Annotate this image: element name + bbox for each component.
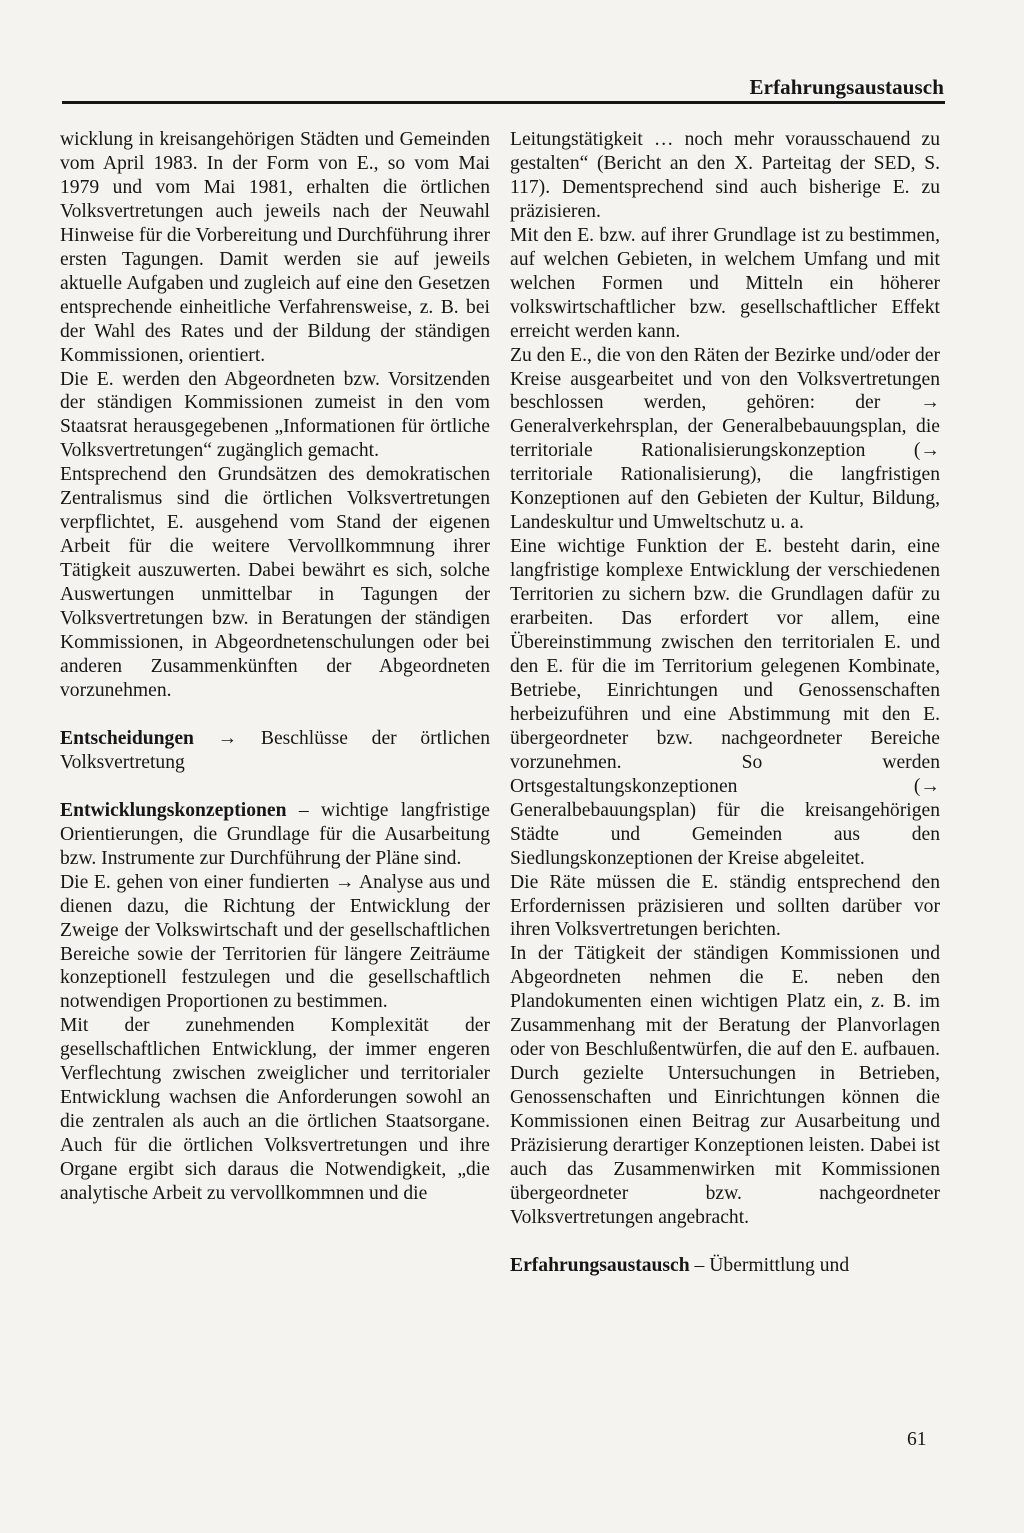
running-head: Erfahrungsaustausch [749,75,944,99]
paragraph: In der Tätigkeit der ständigen Kommissionen und Abgeordneten nehmen die E. neben den Plandokumenten einen wichtigen Platz ein, z. B. im Zusammenhang mit der Beratung der Planvorlagen oder von Beschlußentwürfen, die auf den E. aufbauen. Durch gezielte Untersuchungen in Betrieben, Genossenschaften und Einrichtungen können die Kommissionen einen Beitrag zur Ausarbeitung und Präzisierung derartiger Konzeptionen leisten. Dabei ist auch das Zusammenwirken mit Kommissionen übergeordneter bzw. nachgeordneter Volksvertretungen angebracht. [510,943,940,1228]
paragraph: Zu den E., die von den Räten der Bezirke und/oder der Kreise ausgearbeitet und von den Volksvertretungen beschlossen werden, gehören: der → Generalverkehrsplan, der Generalbebauungsplan, die territoriale Rationalisierungskonzeption (→ territoriale Rationalisierung), die langfristigen Konzeptionen auf den Gebieten der Kultur, Bildung, Landeskultur und Umweltschutz u. a. [510,344,940,534]
paragraph: Die Räte müssen die E. ständig entsprechend den Erfordernissen präzisieren und sollten darüber vor ihren Volksvertretungen berichten. [510,871,940,941]
entry-entwicklungskonzeptionen [60,799,490,871]
paragraph: Eine wichtige Funktion der E. besteht darin, eine langfristige komplexe Entwicklung der verschiedenen Territorien zu sichern bzw. die Grundlagen dafür zu erarbeiten. Das erfordert vor allem, eine Übereinstimmung zwischen den territorialen E. und den E. für die im Territorium gelegenen Kombinate, Betriebe, Einrichtungen und Genossenschaften herbeizuführen und eine Abstimmung mit den E. übergeordneter bzw. nachgeordneter Bereiche vorzunehmen. So werden Ortsgestaltungskonzeptionen (→ Generalbebauungsplan) für die kreisangehörigen Städte und Gemeinden aus den Siedlungskonzeptionen der Kreise abgeleitet. [510,536,940,869]
paragraph: Die E. gehen von einer fundierten → Analyse aus und dienen dazu, die Richtung der Entwicklung der Zweige der Volkswirtschaft und der gesellschaftlichen Bereiche sowie der Territorien für längere Zeiträume konzeptionell festzulegen und die gesellschaftlich notwendigen Proportionen zu bestimmen. [60,871,490,1013]
paragraph: Entsprechend den Grundsätzen des demokratischen Zentralismus sind die örtlichen Volksvertretungen verpflichtet, E. ausgehend vom Stand der eigenen Arbeit für die weitere Vervollkommnung ihrer Tätigkeit auszuwerten. Dabei bewährt es sich, solche Auswertungen unmittelbar in Tagungen der Volksvertretungen bzw. in Beratungen der ständigen Kommissionen, in Abgeordnetenschulungen oder bei anderen Zusammenkünften der Abgeordneten vorzunehmen. [60,464,490,701]
right-column [510,128,940,1278]
paragraph: Mit der zunehmenden Komplexität der gesellschaftlichen Entwicklung, der immer engeren Verflechtung zwischen zweiglicher und territorialer Entwicklung wachsen die Anforderungen sowohl an die zentralen als auch an die örtlichen Staatsorgane. Auch für die örtlichen Volksvertretungen und ihre Organe ergibt sich daraus die Notwendigkeit, „die analytische Arbeit zu vervollkommnen und die [60,1015,490,1205]
entry-erfahrungsaustausch [510,1254,940,1278]
entry-text: – Übermittlung und [689,1254,850,1276]
entry-entscheidungen [60,727,490,775]
entry-term: Erfahrungsaustausch [510,1254,690,1276]
paragraph: wicklung in kreisangehörigen Städten und Gemeinden vom April 1983. In der Form von E., so vom Mai 1979 und vom Mai 1981, erhalten die örtlichen Volksvertretungen auch jeweils nach der Neuwahl Hinweise für die Vorbereitung und Durchführung ihrer ersten Tagungen. Damit werden sie auf jeweils aktuelle Aufgaben und zugleich auf eine den Gesetzen entsprechende einheitliche Verfahrensweise, z. B. bei der Wahl des Rates und der Bildung der ständigen Kommissionen, orientiert. [60,129,490,366]
entry-term: Entwicklungskonzeptionen [60,799,287,821]
left-column [60,128,490,1206]
entry-term: Entscheidungen [60,727,194,749]
header-rule [62,101,945,104]
entry-text: – wichtige langfristige Orientierungen, die Grundlage für die Ausarbeitung bzw. Instrumente zur Durchführung der Pläne sind. [60,799,490,869]
paragraph: Leitungstätigkeit … noch mehr vorausschauend zu gestalten“ (Bericht an den X. Parteitag der SED, S. 117). Dementsprechend sind auch bisherige E. zu präzisieren. [510,129,940,222]
paragraph: Mit den E. bzw. auf ihrer Grundlage ist zu bestimmen, auf welchen Gebieten, in welchem Umfang und mit welchen Formen und Mitteln ein höherer volkswirtschaftlicher bzw. gesellschaftlicher Effekt erreicht werden kann. [510,224,940,342]
paragraph: Die E. werden den Abgeordneten bzw. Vorsitzenden der ständigen Kommissionen zumeist in den vom Staatsrat herausgegebenen „Informationen für örtliche Volksvertretungen“ zugänglich gemacht. [60,368,490,462]
page-number: 61 [907,1429,927,1450]
entry-text: → Beschlüsse der örtlichen Volksvertretung [60,727,490,773]
